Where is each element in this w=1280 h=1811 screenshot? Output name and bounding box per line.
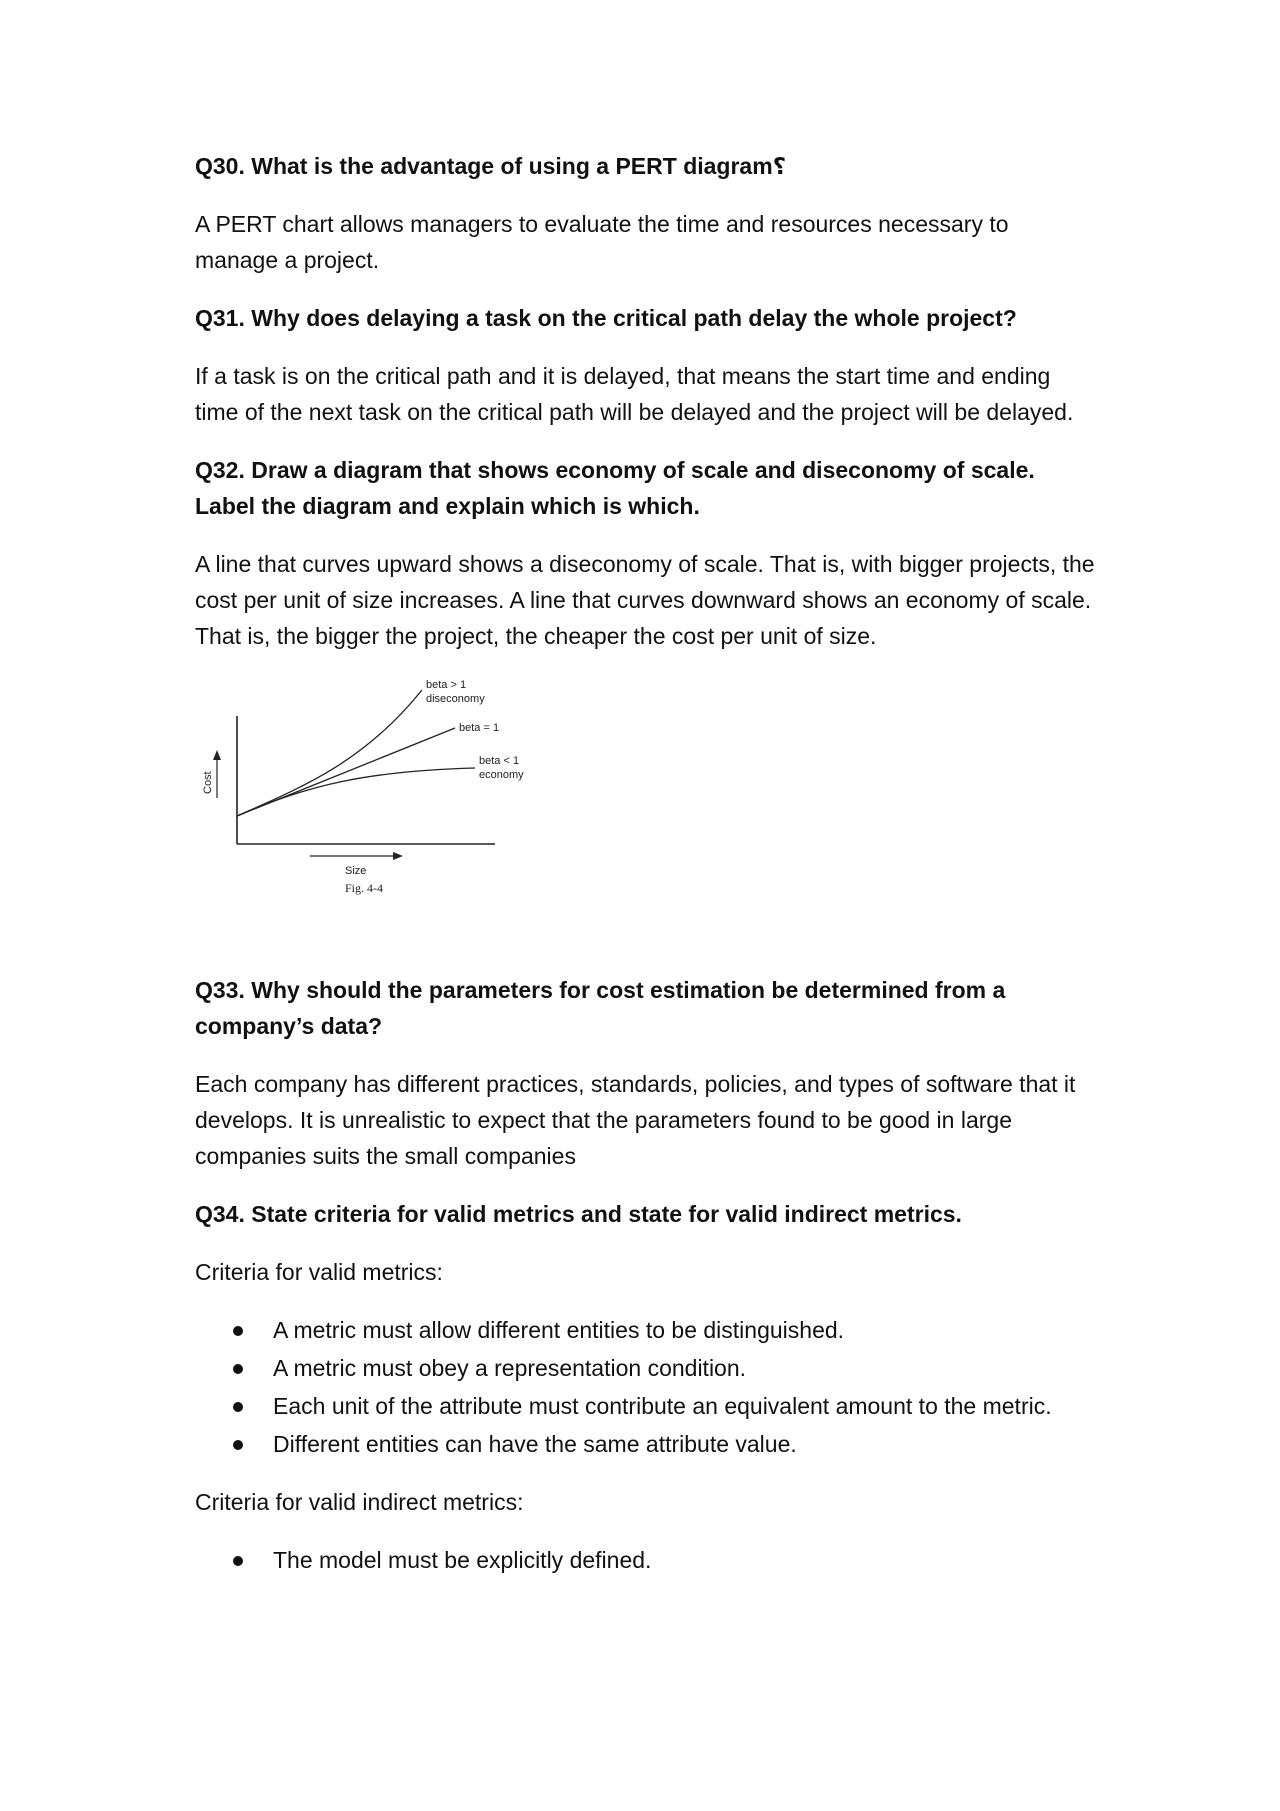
indirect-criteria-label: Criteria for valid indirect metrics: — [195, 1489, 524, 1515]
cost-arrow-head — [213, 750, 221, 760]
list-item — [195, 1350, 1095, 1386]
answer-q33: Each company has different practices, standards, policies, and types of software that it develops. It is unrealistic to expect that the parameters found to be good in large companies suits the small companies — [195, 1071, 1076, 1169]
document-content — [195, 148, 1095, 1600]
question-q32: Q32. Draw a diagram that shows economy of scale and diseconomy of scale. Label the diagram and explain which is which. — [195, 457, 1035, 519]
list-item-text: The model must be explicitly defined. — [273, 1547, 652, 1573]
bullet-icon — [233, 1364, 243, 1374]
indirect-criteria-list — [195, 1542, 1095, 1578]
label-diseconomy: diseconomy — [426, 693, 485, 705]
label-beta-gt-1: beta > 1 — [426, 679, 467, 691]
y-axis-label: Cost — [202, 771, 214, 794]
answer-q32: A line that curves upward shows a diseconomy of scale. That is, with bigger projects, the cost per unit of size increases. A line that curves downward shows an economy of scale. That is, the bigger the project, the cheaper the cost per unit of size. — [195, 551, 1095, 649]
curve-economy — [237, 768, 475, 816]
list-item — [195, 1388, 1095, 1424]
bullet-icon — [233, 1402, 243, 1412]
size-arrow-head — [393, 852, 403, 860]
list-item — [195, 1312, 1095, 1348]
list-item-text: A metric must allow different entities to be distinguished. — [273, 1317, 845, 1343]
label-beta-eq-1: beta = 1 — [459, 722, 500, 734]
list-item-text: Each unit of the attribute must contribute an equivalent amount to the metric. — [273, 1393, 1052, 1419]
answer-q30: A PERT chart allows managers to evaluate the time and resources necessary to manage a project. — [195, 211, 1009, 273]
bullet-icon — [233, 1556, 243, 1566]
list-item-text: Different entities can have the same attribute value. — [273, 1431, 797, 1457]
question-q31: Q31. Why does delaying a task on the critical path delay the whole project? — [195, 305, 1017, 331]
label-beta-lt-1: beta < 1 — [479, 755, 520, 767]
label-economy: economy — [479, 769, 524, 781]
bullet-icon — [233, 1440, 243, 1450]
scale-economy-chart — [195, 676, 615, 926]
list-item — [195, 1426, 1095, 1462]
list-item-text: A metric must obey a representation condition. — [273, 1355, 747, 1381]
question-q34: Q34. State criteria for valid metrics and state for valid indirect metrics. — [195, 1201, 962, 1227]
scale-economy-figure — [195, 676, 615, 926]
question-q33: Q33. Why should the parameters for cost estimation be determined from a company’s data? — [195, 977, 1006, 1039]
bullet-icon — [233, 1326, 243, 1336]
criteria-label: Criteria for valid metrics: — [195, 1259, 443, 1285]
figure-caption: Fig. 4-4 — [345, 881, 384, 895]
list-item — [195, 1542, 1095, 1578]
criteria-list — [195, 1312, 1095, 1462]
x-axis-label: Size — [345, 865, 367, 877]
question-q30: Q30. What is the advantage of using a PERT diagram؟ — [195, 153, 787, 179]
answer-q31: If a task is on the critical path and it is delayed, that means the start time and ending time of the next task on the critical path will be delayed and the project will be delayed. — [195, 363, 1074, 425]
